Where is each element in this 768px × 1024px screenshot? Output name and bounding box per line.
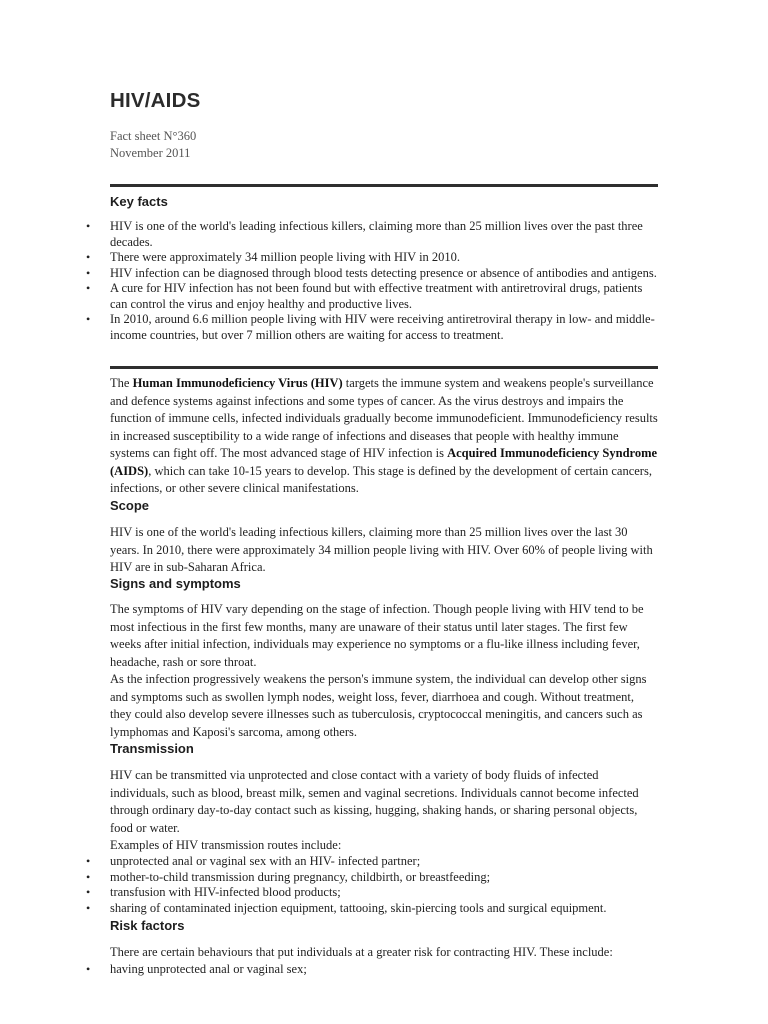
transmission-paragraph: HIV can be transmitted via unprotected and close contact with a variety of body fluids of infected individuals, such as blood, breast milk, semen and vaginal secretions. Individuals cannot become infected through ordinary day-to-day contact such as kissing, hugging, shaking hands, or sharing personal objects, food or water. [110, 768, 639, 835]
transmission-routes-list [0, 854, 660, 916]
scope-heading: Scope [110, 498, 150, 513]
transmission-heading: Transmission [110, 741, 194, 756]
risk-factors-paragraph: There are certain behaviours that put individuals at a greater risk for contracting HIV. These include: [110, 945, 613, 959]
key-facts-heading: Key facts [110, 194, 168, 209]
risk-factors-heading: Risk factors [110, 918, 185, 933]
signs-heading: Signs and symptoms [110, 576, 241, 591]
hiv-term: Human Immunodeficiency Virus (HIV) [132, 376, 343, 390]
risk-factors-list [0, 962, 660, 978]
list-item: • unprotected anal or vaginal sex with an HIV- infected partner; [86, 854, 421, 868]
transmission-routes-intro: Examples of HIV transmission routes include: [110, 838, 342, 852]
bullet-icon: • [86, 312, 91, 326]
fact-sheet-number: Fact sheet N°360 [110, 129, 197, 143]
bullet-icon: • [86, 854, 91, 868]
bullet-icon: • [86, 900, 91, 915]
list-item: • having unprotected anal or vaginal sex; [86, 962, 307, 976]
bullet-icon: • [86, 265, 91, 280]
bullet-icon: • [86, 869, 91, 884]
list-item: • HIV infection can be diagnosed through blood tests detecting presence or absence of antibodies and antigens. [86, 265, 657, 280]
list-item: • transfusion with HIV-infected blood products; [86, 885, 341, 899]
list-item: • A cure for HIV infection has not been found but with effective treatment with antiretroviral drugs, patients can control the virus and enjoy healthy and productive lives. [86, 281, 643, 311]
scope-paragraph: HIV is one of the world's leading infectious killers, claiming more than 25 million lives over the last 30 years. In 2010, there were approximately 34 million people living with HIV. Over 60% of people living with HIV are in sub-Saharan Africa. [110, 525, 653, 574]
signs-paragraph-2: As the infection progressively weakens the person's immune system, the individual can develop other signs and symptoms such as swollen lymph nodes, weight loss, fever, diarrhoea and cough. Without treatment, they could also develop severe illnesses such as tuberculosis, cryptococcal meningitis, and cancers such as lymphomas and Kaposi's sarcoma, among others. [110, 672, 647, 739]
intro-paragraph: The Human Immunodeficiency Virus (HIV) targets the immune system and weakens people's surveillance and defence systems against infections and some types of cancer. As the virus destroys and impairs the function of immune cells, infected individuals gradually become immunodeficient. Immunodeficiency results in increased susceptibility to a wide range of infections and diseases that people with healthy immune systems can fight off. The most advanced stage of HIV infection is Acquired Immunodeficiency Syndrome (AIDS), which can take 10-15 years to develop. This stage is defined by the development of certain cancers, infections, or other severe clinical manifestations. [110, 376, 658, 495]
section-divider [110, 184, 658, 187]
list-item: • There were approximately 34 million people living with HIV in 2010. [86, 250, 461, 264]
aids-term: Acquired Immunodeficiency Syndrome (AIDS) [110, 446, 658, 478]
bullet-icon: • [86, 962, 91, 976]
bullet-icon: • [86, 219, 91, 233]
bullet-icon: • [86, 250, 91, 264]
list-item: • In 2010, around 6.6 million people living with HIV were receiving antiretroviral therapy in low- and middle-income countries, but over 7 million others are waiting for access to treatment. [86, 312, 655, 342]
publication-date: November 2011 [110, 146, 191, 160]
list-item: • sharing of contaminated injection equipment, tattooing, skin-piercing tools and surgical equipment. [86, 900, 607, 915]
list-item: • HIV is one of the world's leading infectious killers, claiming more than 25 million lives over the past three decades. [86, 219, 643, 249]
bullet-icon: • [86, 281, 91, 295]
signs-paragraph-1: The symptoms of HIV vary depending on the stage of infection. Though people living with HIV tend to be most infectious in the first few months, many are unaware of their status until later stages. The first few weeks after initial infection, individuals may experience no symptoms or a flu-like illness including fever, headache, rash or sore throat. [110, 602, 644, 669]
bullet-icon: • [86, 885, 91, 899]
page-title: HIV/AIDS [110, 89, 201, 112]
key-facts-list [0, 219, 660, 343]
list-item: • mother-to-child transmission during pregnancy, childbirth, or breastfeeding; [86, 869, 491, 884]
section-divider [110, 366, 658, 369]
